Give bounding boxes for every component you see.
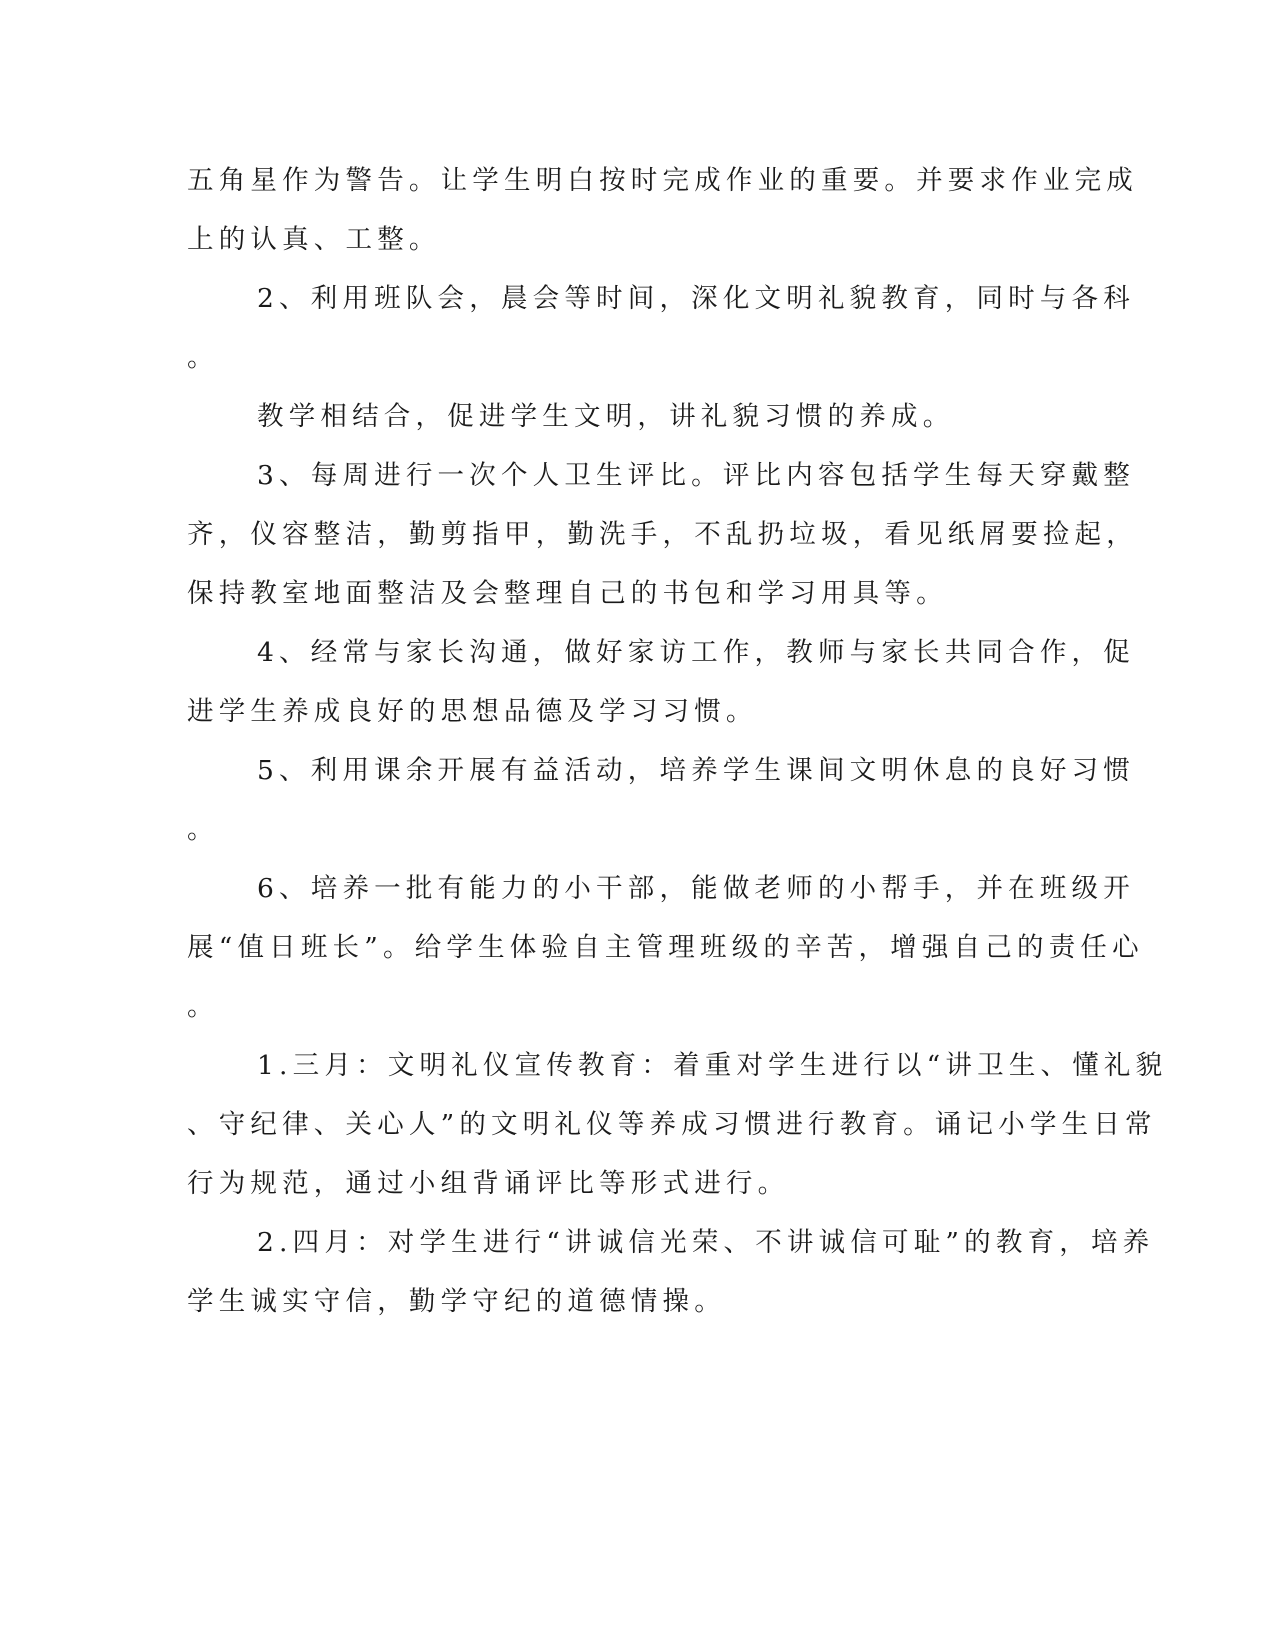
text-line: 3、每周进行一次个人卫生评比。评比内容包括学生每天穿戴整 — [257, 460, 1135, 491]
text-line: 2、利用班队会，晨会等时间，深化文明礼貌教育，同时与各科 — [257, 283, 1135, 314]
text-line: 行为规范，通过小组背诵评比等形式进行。 — [187, 1168, 790, 1199]
text-line: 。 — [187, 814, 219, 845]
text-line: 4、经常与家长沟通，做好家访工作，教师与家长共同合作，促 — [257, 637, 1135, 668]
text-line: 进学生养成良好的思想品德及学习习惯。 — [187, 696, 758, 727]
text-line: 2.四月：对学生进行“讲诚信光荣、不讲诚信可耻”的教育，培养 — [257, 1227, 1155, 1258]
text-line: 保持教室地面整洁及会整理自己的书包和学习用具等。 — [187, 578, 948, 609]
text-line: 五角星作为警告。让学生明白按时完成作业的重要。并要求作业完成 — [187, 165, 1138, 196]
text-line: 。 — [187, 991, 219, 1022]
text-line: 1.三月：文明礼仪宣传教育：着重对学生进行以“讲卫生、懂礼貌 — [257, 1050, 1168, 1081]
text-line: 学生诚实守信，勤学守纪的道德情操。 — [187, 1286, 726, 1317]
text-line: 教学相结合，促进学生文明，讲礼貌习惯的养成。 — [257, 401, 955, 432]
text-line: 6、培养一批有能力的小干部，能做老师的小帮手，并在班级开 — [257, 873, 1135, 904]
text-line: 展“值日班长”。给学生体验自主管理班级的辛苦，增强自己的责任心 — [187, 932, 1144, 963]
text-line: 上的认真、工整。 — [187, 224, 441, 255]
text-line: 齐，仪容整洁，勤剪指甲，勤洗手，不乱扔垃圾，看见纸屑要捡起， — [187, 519, 1138, 550]
text-line: 、守纪律、关心人”的文明礼仪等养成习惯进行教育。诵记小学生日常 — [187, 1109, 1157, 1140]
text-line: 。 — [187, 342, 219, 373]
text-line: 5、利用课余开展有益活动，培养学生课间文明休息的良好习惯 — [257, 755, 1135, 786]
